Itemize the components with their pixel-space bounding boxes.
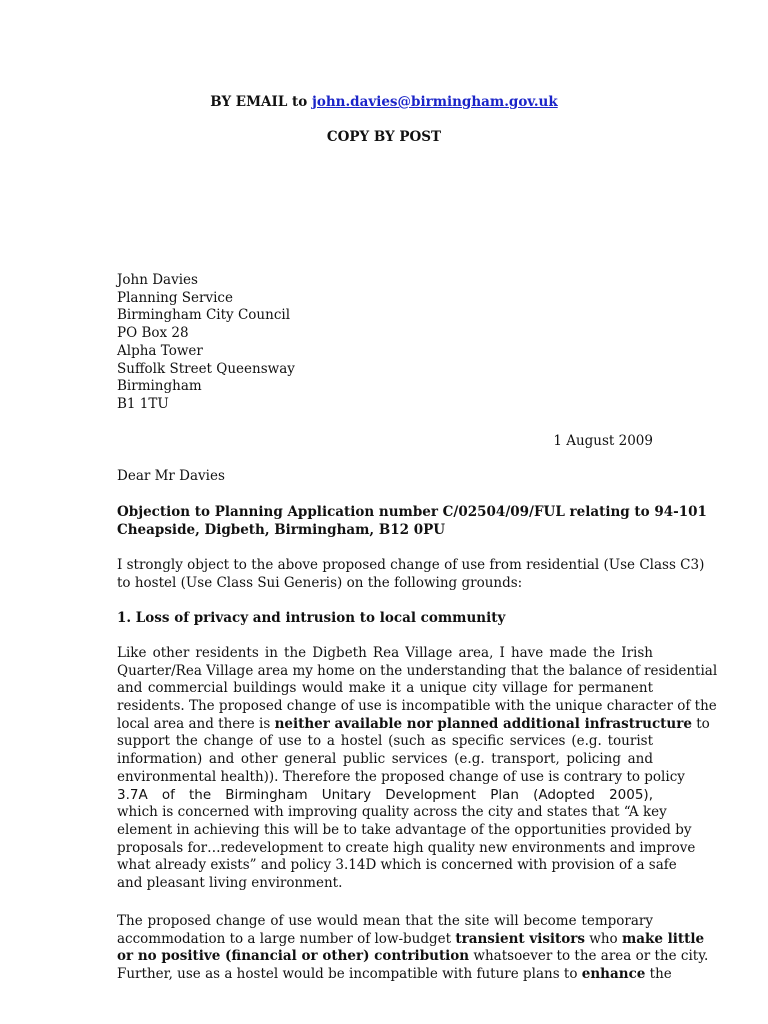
para-text: local area and there is: [117, 715, 275, 732]
para-line: information) and other general public services (e.g. transport, policing and: [117, 751, 653, 768]
intro-line-1: I strongly object to the above proposed change of use from residential (Use Class C3): [117, 557, 705, 573]
para-line: [117, 715, 710, 734]
emphasis-text: transient visitors: [455, 930, 586, 947]
letter-date: 1 August 2009: [553, 433, 653, 449]
intro-paragraph: [117, 557, 705, 592]
subject-line-2: Cheapside, Digbeth, Birmingham, B12 0PU: [117, 521, 446, 538]
section-1-paragraph-1: [117, 645, 718, 893]
para-line: which is concerned with improving quality across the city and states that “A key: [117, 804, 667, 821]
salutation: Dear Mr Davies: [117, 468, 225, 484]
address-line: Birmingham City Council: [117, 307, 291, 324]
subject-line: [117, 504, 707, 539]
para-text: Further, use as a hostel would be incompatible with future plans to: [117, 966, 582, 983]
para-line: and commercial buildings would make it a unique city village for permanent: [117, 680, 653, 697]
emphasis-text: make little: [621, 930, 705, 947]
address-line: Birmingham: [117, 378, 202, 395]
subject-line-1: Objection to Planning Application number C/02504/09/FUL relating to 94-101: [117, 504, 707, 520]
para-line: support the change of use to a hostel (such as specific services (e.g. tourist: [117, 733, 653, 750]
para-line: [117, 930, 705, 949]
para-line: environmental health)). Therefore the proposed change of use is contrary to policy: [117, 768, 685, 785]
address-line: Alpha Tower: [117, 342, 203, 359]
para-line: The proposed change of use would mean that the site will become temporary: [117, 913, 653, 929]
para-line: and pleasant living environment.: [117, 874, 343, 891]
emphasis-text: enhance: [581, 966, 646, 983]
recipient-address: [117, 272, 653, 414]
para-line: [117, 948, 709, 966]
para-text: accommodation to a large number of low-budget: [117, 930, 456, 947]
para-line: [117, 966, 672, 984]
address-line: Planning Service: [117, 289, 233, 306]
intro-line-2: to hostel (Use Class Sui Generis) on the following grounds:: [117, 574, 523, 591]
email-header: [0, 94, 768, 110]
section-1-heading: 1. Loss of privacy and intrusion to local community: [117, 610, 506, 626]
email-prefix: BY EMAIL to: [210, 94, 312, 110]
para-text: who: [585, 930, 622, 947]
copy-by-post-heading: COPY BY POST: [326, 129, 442, 145]
para-line: proposals for…redevelopment to create high quality new environments and improve: [117, 839, 696, 856]
para-text: the: [645, 966, 672, 983]
para-line: element in achieving this will be to take advantage of the opportunities provided by: [117, 821, 692, 838]
para-line: 3.7A of the Birmingham Unitary Development Plan (Adopted 2005),: [117, 786, 653, 803]
emphasis-text: neither available nor planned additional infrastructure: [274, 715, 692, 732]
para-text: to: [691, 715, 710, 732]
address-line: PO Box 28: [117, 325, 189, 342]
para-line: Like other residents in the Digbeth Rea Village area, I have made the Irish: [117, 645, 653, 661]
para-line: what already exists” and policy 3.14D which is concerned with provision of a safe: [117, 857, 677, 874]
address-line: B1 1TU: [117, 395, 169, 412]
para-line: residents. The proposed change of use is incompatible with the unique character of the: [117, 698, 717, 715]
address-line: John Davies: [117, 272, 198, 288]
email-link[interactable]: john.davies@birmingham.gov.uk: [311, 94, 558, 110]
address-line: Suffolk Street Queensway: [117, 360, 295, 377]
para-line: Quarter/Rea Village area my home on the understanding that the balance of residential: [117, 662, 718, 679]
emphasis-text: or no positive (financial or other) contribution: [117, 948, 470, 965]
para-text: whatsoever to the area or the city.: [469, 948, 709, 965]
section-1-paragraph-2: [117, 913, 709, 984]
